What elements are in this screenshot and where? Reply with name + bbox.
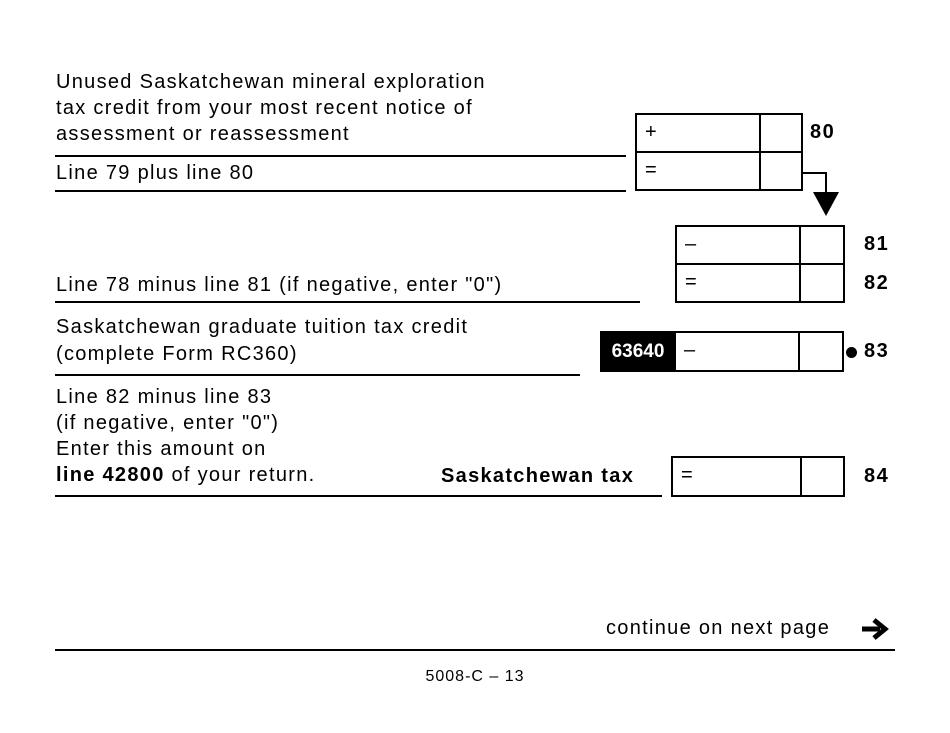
line80-sum-field[interactable] <box>635 151 803 191</box>
minus-operator: – <box>684 339 696 361</box>
line-code-63640: 63640 <box>600 331 676 372</box>
line84-text-1: Line 82 minus line 83 <box>56 386 273 408</box>
page-number: 5008-C – 13 <box>425 668 525 685</box>
line82-amount-field[interactable] <box>675 263 845 303</box>
line82-text: Line 78 minus line 81 (if negative, enter "0") <box>56 274 503 296</box>
line83-text-2: (complete Form RC360) <box>56 343 298 365</box>
continue-text: continue on next page <box>606 617 831 639</box>
line-number-81: 81 <box>864 233 890 255</box>
line80-text-2: tax credit from your most recent notice of <box>56 97 473 119</box>
line80-amount-field[interactable] <box>635 113 803 153</box>
equals-operator: = <box>685 271 697 293</box>
line80-sum-text: Line 79 plus line 80 <box>56 162 255 184</box>
equals-operator: = <box>681 464 693 486</box>
line-number-82: 82 <box>864 272 890 294</box>
equals-operator: = <box>645 159 657 181</box>
line84-text-4 <box>56 462 315 488</box>
cents-divider <box>759 113 761 153</box>
cents-divider <box>759 151 761 191</box>
divider <box>55 374 580 376</box>
line84-bold-ref: line 42800 <box>56 464 165 486</box>
footer-rule <box>55 649 895 651</box>
arrow-down-icon <box>800 168 850 220</box>
cents-divider <box>799 225 801 265</box>
divider <box>55 190 626 192</box>
divider <box>55 301 640 303</box>
minus-operator: – <box>685 233 697 255</box>
line83-amount-field[interactable] <box>674 331 844 372</box>
line83-text-1: Saskatchewan graduate tuition tax credit <box>56 316 469 338</box>
line84-text-3: Enter this amount on <box>56 438 267 460</box>
divider <box>55 495 662 497</box>
line-number-84: 84 <box>864 465 890 487</box>
plus-operator: + <box>645 121 657 143</box>
saskatchewan-tax-label: Saskatchewan tax <box>441 465 635 487</box>
cents-divider <box>800 456 802 497</box>
line-number-83: 83 <box>864 340 890 362</box>
bullet-icon <box>846 347 857 358</box>
line80-text-1: Unused Saskatchewan mineral exploration <box>56 71 486 93</box>
line80-text-3: assessment or reassessment <box>56 123 350 145</box>
cents-divider <box>798 331 800 372</box>
divider <box>55 155 626 157</box>
line81-amount-field[interactable] <box>675 225 845 265</box>
line84-amount-field[interactable] <box>671 456 845 497</box>
arrow-right-icon <box>860 617 890 641</box>
cents-divider <box>799 263 801 303</box>
line84-text-2: (if negative, enter "0") <box>56 412 280 434</box>
line84-rest: of your return. <box>164 464 316 486</box>
line-number-80: 80 <box>810 121 836 143</box>
